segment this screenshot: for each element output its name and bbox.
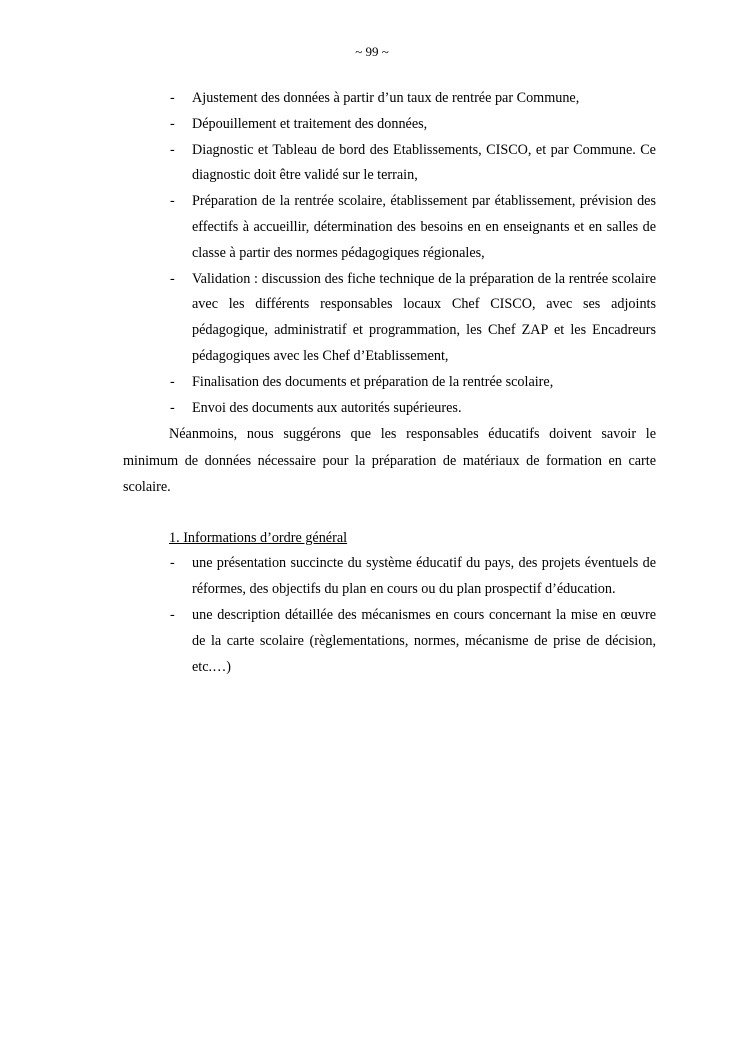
list-item-text: Préparation de la rentrée scolaire, établissement par établissement, prévision des effectifs à accueillir, détermination des besoins en en enseignants et en salles de classe à partir des normes pédagogiques régionales, xyxy=(192,193,656,261)
list-item xyxy=(123,551,656,603)
bullet-dash: - xyxy=(170,141,175,158)
list-item-text: Finalisation des documents et préparation de la rentrée scolaire, xyxy=(192,373,554,390)
steps-list xyxy=(123,86,656,421)
section-list xyxy=(123,551,656,680)
summary-paragraph: Néanmoins, nous suggérons que les responsables éducatifs doivent savoir le minimum de données nécessaire pour la préparation de matériaux de formation en carte scolaire. xyxy=(123,426,656,496)
list-item xyxy=(123,370,656,396)
document-body xyxy=(123,86,656,680)
list-item xyxy=(123,189,656,266)
list-item xyxy=(123,603,656,680)
list-item xyxy=(123,112,656,138)
bullet-dash: - xyxy=(170,606,175,623)
bullet-dash: - xyxy=(170,90,175,106)
bullet-dash: - xyxy=(170,399,175,416)
bullet-dash: - xyxy=(170,373,175,390)
list-item-text: Dépouillement et traitement des données, xyxy=(192,115,428,132)
bullet-dash: - xyxy=(170,555,175,572)
list-item-text: Ajustement des données à partir d’un taux de rentrée par Commune, xyxy=(192,90,580,106)
list-item xyxy=(123,138,656,190)
list-item xyxy=(123,396,656,422)
page-number: ~ 99 ~ xyxy=(355,44,389,59)
list-item xyxy=(123,267,656,370)
list-item-text: Diagnostic et Tableau de bord des Etablissements, CISCO, et par Commune. Ce diagnostic doit être validé sur le terrain, xyxy=(192,141,656,184)
bullet-dash: - xyxy=(170,270,175,287)
list-item-text: Validation : discussion des fiche technique de la préparation de la rentrée scolaire avec les différents responsables locaux Chef CISCO, avec ses adjoints pédagogique, administratif et programmation, les Chef ZAP et les Encadreurs pédagogiques avec les Chef d’Etablissement, xyxy=(192,270,656,364)
bullet-dash: - xyxy=(170,193,175,210)
bullet-dash: - xyxy=(170,115,175,132)
list-item xyxy=(123,86,656,112)
list-item-text: une description détaillée des mécanismes en cours concernant la mise en œuvre de la carte scolaire (règlementations, normes, mécanisme de prise de décision, etc.…) xyxy=(192,606,656,675)
section-heading: 1. Informations d’ordre général xyxy=(169,529,348,546)
list-item-text: Envoi des documents aux autorités supérieures. xyxy=(192,399,462,416)
list-item-text: une présentation succincte du système éducatif du pays, des projets éventuels de réformes, des objectifs du plan en cours ou du plan prospectif d’éducation. xyxy=(192,555,656,598)
